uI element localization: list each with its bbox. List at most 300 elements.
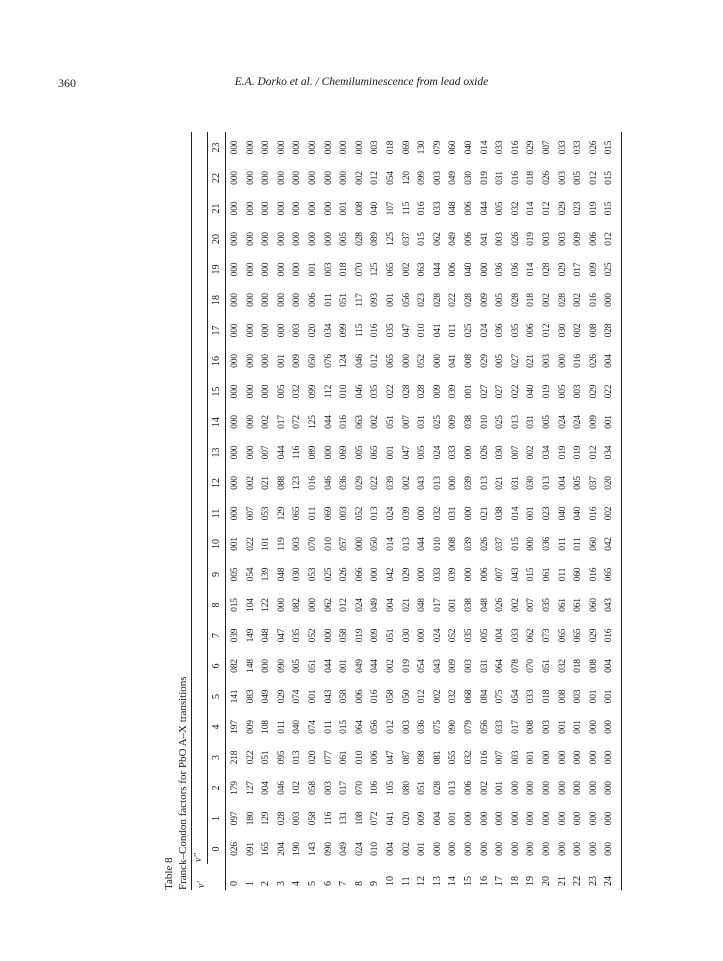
table-cell: 000: [400, 354, 412, 368]
table-cell: 024: [556, 415, 568, 429]
table-cell: 033: [509, 628, 521, 643]
table-cell: 019: [353, 628, 365, 643]
table-cell: 046: [322, 476, 334, 490]
table-cell: 003: [291, 811, 303, 826]
table-cell: 019: [400, 659, 412, 673]
table-cell: 001: [447, 598, 459, 612]
table-cell: 000: [353, 140, 365, 155]
table-cell: 041: [447, 354, 459, 368]
table-cell: 005: [572, 476, 584, 490]
table-cell: 000: [416, 628, 428, 643]
table-cell: 000: [244, 415, 256, 429]
table-cell: 001: [338, 659, 350, 673]
table-cell: 002: [385, 659, 396, 673]
table-cell: 009: [587, 262, 599, 277]
table-cell: 001: [603, 415, 615, 429]
row-label: 24: [603, 876, 615, 886]
table-cell: 000: [229, 232, 240, 246]
table-cell: 003: [400, 720, 412, 734]
table-cell: 017: [509, 720, 521, 734]
table-label: Table 8: [163, 857, 175, 890]
table-cell: 005: [353, 445, 365, 460]
table-cell: 033: [494, 720, 506, 734]
row-label: 16: [478, 876, 490, 886]
table-cell: 000: [525, 781, 537, 795]
table-cell: 000: [603, 842, 615, 856]
table-cell: 129: [275, 506, 287, 521]
column-header: 19: [211, 264, 222, 275]
row-label: 21: [556, 876, 568, 886]
table-cell: 050: [400, 689, 412, 704]
table-cell: 032: [447, 689, 459, 704]
table-cell: 000: [229, 506, 240, 521]
table-cell: 040: [556, 506, 568, 521]
row-label: 14: [447, 876, 459, 886]
table-cell: 026: [478, 537, 490, 551]
table-cell: 049: [447, 232, 459, 246]
table-cell: 039: [229, 628, 240, 643]
table-cell: 004: [385, 598, 396, 612]
table-cell: 054: [385, 171, 396, 185]
table-cell: 029: [478, 354, 490, 368]
table-cell: 000: [556, 354, 568, 368]
table-cell: 002: [525, 445, 537, 460]
table-cell: 000: [260, 140, 272, 155]
table-cell: 029: [587, 628, 599, 643]
table-cell: 000: [229, 476, 240, 490]
table-cell: 078: [509, 659, 521, 673]
table-cell: 000: [572, 842, 584, 856]
table-cell: 117: [353, 293, 365, 307]
row-label: 10: [385, 876, 396, 886]
table-cell: 039: [447, 384, 459, 399]
table-cell: 002: [400, 476, 412, 490]
table-cell: 090: [322, 842, 334, 856]
table-cell: 001: [603, 689, 615, 704]
table-cell: 018: [385, 140, 396, 155]
row-label: 18: [509, 876, 521, 886]
table-cell: 031: [416, 415, 428, 429]
table-cell: 050: [307, 354, 318, 368]
table-title: Franck–Condon factors for PbO A–X transitions: [177, 676, 189, 890]
column-header: 6: [211, 663, 222, 669]
table-cell: 000: [307, 232, 318, 246]
table-cell: 046: [275, 781, 287, 795]
column-header: 20: [211, 234, 222, 244]
table-cell: 000: [260, 232, 272, 246]
table-cell: 034: [603, 445, 615, 460]
table-cell: 048: [478, 598, 490, 612]
table-cell: 029: [353, 476, 365, 490]
table-cell: 204: [275, 842, 287, 856]
table-cell: 001: [385, 445, 396, 460]
table-cell: 000: [556, 750, 568, 765]
table-cell: 088: [275, 476, 287, 490]
table-cell: 003: [291, 323, 303, 338]
table-cell: 000: [556, 811, 568, 826]
table-cell: 069: [338, 445, 350, 460]
table-cell: 028: [431, 781, 443, 795]
table-cell: 027: [478, 384, 490, 399]
table-cell: 039: [447, 567, 459, 582]
table-cell: 003: [572, 384, 584, 399]
table-cell: 042: [603, 537, 615, 551]
v-double-prime-header: v'': [193, 853, 204, 862]
table-cell: 009: [291, 354, 303, 368]
table-cell: 000: [369, 567, 381, 582]
table-cell: 010: [369, 842, 381, 856]
franck-condon-table: [125, 130, 625, 900]
table-cell: 029: [400, 567, 412, 582]
table-cell: 001: [275, 354, 287, 368]
table-cell: 001: [229, 537, 240, 551]
table-cell: 035: [541, 598, 552, 612]
table-cell: 019: [556, 445, 568, 460]
table-cell: 016: [416, 201, 428, 216]
table-cell: 049: [260, 689, 272, 704]
table-cell: 002: [400, 842, 412, 856]
table-cell: 023: [541, 506, 552, 521]
table-cell: 001: [385, 293, 396, 307]
table-cell: 051: [307, 659, 318, 673]
table-cell: 000: [229, 262, 240, 277]
table-cell: 024: [431, 445, 443, 460]
table-cell: 028: [509, 293, 521, 307]
table-cell: 129: [260, 811, 272, 826]
table-cell: 000: [322, 201, 334, 216]
running-title: E.A. Dorko et al. / Chemiluminescence from lead oxide: [234, 76, 489, 88]
table-cell: 049: [353, 659, 365, 673]
table-cell: 035: [291, 628, 303, 643]
table-cell: 049: [369, 598, 381, 612]
table-cell: 005: [494, 354, 506, 368]
table-cell: 095: [275, 750, 287, 765]
table-cell: 075: [431, 720, 443, 734]
table-cell: 000: [431, 842, 443, 856]
table-cell: 028: [353, 232, 365, 246]
table-cell: 124: [338, 354, 350, 368]
table-cell: 016: [587, 293, 599, 307]
table-cell: 098: [416, 750, 428, 765]
table-cell: 052: [416, 354, 428, 368]
table-cell: 009: [447, 415, 459, 429]
table-cell: 001: [416, 842, 428, 856]
table-cell: 029: [275, 689, 287, 704]
table-cell: 044: [431, 262, 443, 277]
table-cell: 051: [385, 628, 396, 643]
table-cell: 000: [509, 842, 521, 856]
table-cell: 037: [494, 537, 506, 551]
table-cell: 000: [307, 171, 318, 185]
table-cell: 002: [572, 323, 584, 338]
table-cell: 000: [229, 384, 240, 399]
table-cell: 008: [587, 323, 599, 338]
column-header: 8: [211, 602, 222, 608]
table-cell: 024: [385, 506, 396, 521]
table-cell: 197: [229, 720, 240, 734]
table-cell: 002: [572, 293, 584, 307]
table-cell: 000: [509, 811, 521, 826]
table-cell: 000: [244, 232, 256, 246]
table-cell: 026: [494, 598, 506, 612]
table-cell: 024: [478, 323, 490, 338]
table-cell: 002: [400, 262, 412, 277]
table-cell: 000: [525, 811, 537, 826]
table-cell: 000: [275, 171, 287, 185]
table-cell: 010: [431, 537, 443, 551]
table-cell: 009: [447, 659, 459, 673]
table-cell: 123: [291, 476, 303, 490]
table-cell: 000: [587, 842, 599, 856]
table-cell: 020: [307, 750, 318, 765]
column-header: 3: [211, 755, 222, 760]
table-cell: 001: [525, 750, 537, 765]
table-cell: 028: [556, 293, 568, 307]
table-cell: 005: [229, 567, 240, 582]
table-cell: 020: [307, 323, 318, 338]
table-cell: 000: [322, 628, 334, 643]
table-cell: 022: [369, 476, 381, 490]
table-cell: 000: [260, 171, 272, 185]
table-cell: 010: [322, 537, 334, 551]
table-cell: 038: [494, 506, 506, 521]
table-cell: 000: [556, 842, 568, 856]
bottom-rule: [621, 132, 622, 890]
table-cell: 043: [509, 567, 521, 582]
table-cell: 004: [260, 781, 272, 795]
table-cell: 073: [541, 628, 552, 643]
table-cell: 075: [494, 689, 506, 704]
table-cell: 081: [431, 750, 443, 765]
table-cell: 084: [478, 689, 490, 704]
table-cell: 064: [353, 720, 365, 734]
table-cell: 019: [478, 171, 490, 185]
table-cell: 000: [572, 781, 584, 795]
table-cell: 016: [509, 171, 521, 185]
table-cell: 013: [447, 781, 459, 795]
column-header: 0: [211, 846, 222, 852]
table-cell: 056: [369, 720, 381, 734]
table-cell: 006: [307, 293, 318, 307]
table-cell: 000: [260, 659, 272, 673]
table-cell: 000: [244, 384, 256, 399]
table-cell: 005: [556, 384, 568, 399]
table-cell: 012: [603, 232, 615, 246]
table-cell: 000: [431, 354, 443, 368]
table-cell: 019: [587, 201, 599, 216]
table-cell: 026: [587, 140, 599, 155]
table-cell: 115: [353, 323, 365, 338]
table-cell: 000: [244, 201, 256, 216]
table-cell: 076: [322, 354, 334, 368]
table-cell: 018: [525, 293, 537, 307]
row-label: 6: [322, 881, 334, 886]
table-cell: 046: [353, 354, 365, 368]
table-cell: 004: [556, 476, 568, 490]
table-cell: 000: [275, 323, 287, 338]
column-header: 12: [211, 478, 222, 488]
table-cell: 125: [385, 232, 396, 246]
table-cell: 000: [494, 842, 506, 856]
table-cell: 003: [556, 232, 568, 246]
table-cell: 149: [244, 628, 256, 643]
table-cell: 025: [431, 415, 443, 429]
table-cell: 000: [556, 781, 568, 795]
table-cell: 065: [385, 354, 396, 368]
table-cell: 131: [338, 811, 350, 826]
table-cell: 000: [275, 201, 287, 216]
table-cell: 072: [369, 811, 381, 826]
table-cell: 000: [307, 598, 318, 612]
table-cell: 054: [416, 659, 428, 673]
table-cell: 028: [603, 323, 615, 338]
table-cell: 011: [572, 537, 584, 551]
table-cell: 007: [509, 445, 521, 460]
table-cell: 027: [509, 354, 521, 368]
table-cell: 000: [244, 140, 256, 155]
table-cell: 036: [416, 720, 428, 734]
table-cell: 190: [291, 842, 303, 856]
table-cell: 025: [463, 323, 474, 338]
table-cell: 052: [447, 628, 459, 643]
table-cell: 104: [244, 598, 256, 612]
table-cell: 006: [463, 201, 474, 216]
table-cell: 003: [322, 262, 334, 277]
row-label: 13: [431, 876, 443, 886]
table-cell: 024: [353, 598, 365, 612]
row-label: 3: [275, 881, 287, 886]
table-cell: 013: [431, 476, 443, 490]
table-cell: 060: [587, 537, 599, 551]
table-cell: 003: [572, 689, 584, 704]
table-cell: 025: [322, 567, 334, 582]
table-cell: 006: [463, 781, 474, 795]
table-cell: 034: [541, 445, 552, 460]
table-cell: 047: [385, 750, 396, 765]
table-cell: 017: [572, 262, 584, 277]
table-cell: 070: [353, 781, 365, 795]
table-cell: 011: [322, 293, 334, 307]
table-cell: 130: [416, 140, 428, 155]
table-cell: 051: [338, 293, 350, 307]
table-cell: 065: [385, 262, 396, 277]
table-cell: 012: [385, 720, 396, 734]
table-cell: 097: [229, 811, 240, 826]
table-cell: 055: [447, 750, 459, 765]
table-cell: 011: [322, 720, 334, 734]
table-cell: 021: [494, 476, 506, 490]
table-cell: 000: [275, 140, 287, 155]
table-cell: 036: [541, 537, 552, 551]
table-cell: 058: [338, 689, 350, 704]
table-cell: 008: [353, 201, 365, 216]
table-cell: 009: [244, 720, 256, 734]
table-cell: 079: [431, 140, 443, 155]
table-cell: 054: [509, 689, 521, 704]
table-cell: 048: [260, 628, 272, 643]
table-cell: 012: [541, 201, 552, 216]
table-cell: 058: [338, 628, 350, 643]
table-cell: 044: [322, 415, 334, 429]
table-cell: 039: [463, 476, 474, 490]
table-cell: 070: [525, 659, 537, 673]
table-cell: 016: [572, 354, 584, 368]
table-cell: 062: [322, 598, 334, 612]
table-cell: 014: [525, 262, 537, 277]
row-label: 0: [229, 881, 240, 886]
table-cell: 060: [587, 598, 599, 612]
row-label: 7: [338, 881, 350, 886]
table-cell: 053: [260, 506, 272, 521]
table-cell: 001: [338, 201, 350, 216]
table-cell: 005: [541, 415, 552, 429]
table-cell: 034: [322, 323, 334, 338]
table-cell: 029: [525, 140, 537, 155]
column-header: 17: [211, 325, 222, 336]
column-header: 18: [211, 295, 222, 305]
table-cell: 005: [338, 232, 350, 246]
table-cell: 007: [244, 506, 256, 521]
table-cell: 042: [385, 567, 396, 582]
table-cell: 031: [525, 415, 537, 429]
table-cell: 015: [603, 140, 615, 155]
table-cell: 003: [463, 659, 474, 673]
table-cell: 003: [369, 140, 381, 155]
table-cell: 001: [587, 689, 599, 704]
table-cell: 026: [541, 171, 552, 185]
table-cell: 000: [291, 171, 303, 185]
table-cell: 035: [369, 384, 381, 399]
table-cell: 018: [541, 689, 552, 704]
table-cell: 000: [463, 842, 474, 856]
table-cell: 000: [229, 201, 240, 216]
table-cell: 049: [447, 171, 459, 185]
table-cell: 035: [463, 628, 474, 643]
table-cell: 043: [603, 598, 615, 612]
table-cell: 000: [275, 598, 287, 612]
table-cell: 039: [463, 537, 474, 551]
table-cell: 000: [307, 140, 318, 155]
table-cell: 015: [509, 537, 521, 551]
table-cell: 056: [400, 293, 412, 307]
table-cell: 101: [260, 537, 272, 551]
table-cell: 025: [603, 262, 615, 277]
table-cell: 180: [244, 811, 256, 826]
table-cell: 090: [447, 720, 459, 734]
table-cell: 035: [509, 323, 521, 338]
table-cell: 002: [509, 598, 521, 612]
table-cell: 056: [478, 720, 490, 734]
table-cell: 024: [353, 842, 365, 856]
table-cell: 024: [572, 415, 584, 429]
table-cell: 016: [307, 476, 318, 490]
table-cell: 016: [369, 323, 381, 338]
table-cell: 000: [478, 842, 490, 856]
table-cell: 028: [431, 293, 443, 307]
table-cell: 026: [229, 842, 240, 856]
table-cell: 006: [478, 567, 490, 582]
table-cell: 030: [400, 628, 412, 643]
table-cell: 000: [541, 842, 552, 856]
table-cell: 000: [229, 415, 240, 429]
table-cell: 125: [307, 415, 318, 429]
table-cell: 000: [275, 262, 287, 277]
row-label: 20: [541, 876, 552, 886]
table-cell: 029: [556, 201, 568, 216]
table-cell: 004: [494, 628, 506, 643]
table-cell: 019: [525, 232, 537, 246]
table-cell: 015: [603, 201, 615, 216]
